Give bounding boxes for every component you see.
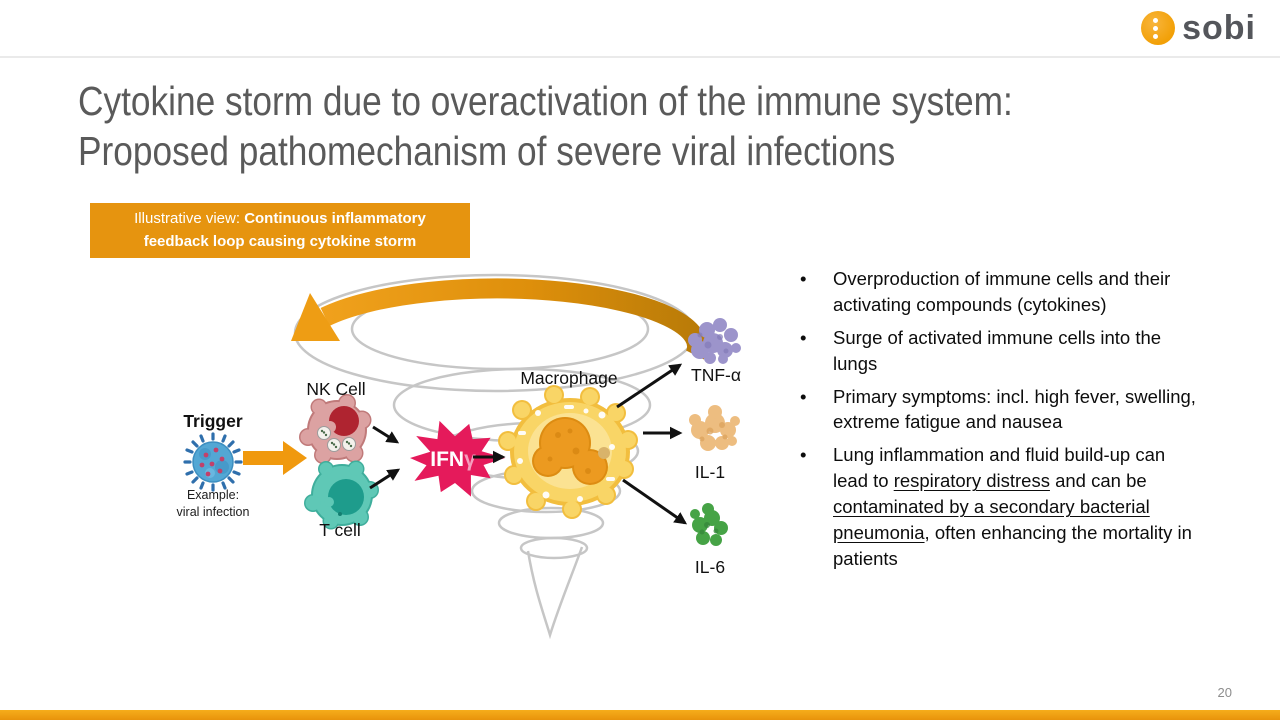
bullet-text: Lung inflammation and fluid build-up can lead to respiratory distress and can be contaminated by a secondary bacterial pneumonia, often enhancing the mortality in patients	[833, 444, 1192, 569]
bullet-marker: •	[800, 326, 807, 348]
page-number: 20	[1217, 685, 1232, 700]
bullet-text: Primary symptoms: incl. high fever, swelling, extreme fatigue and nausea	[833, 385, 1196, 433]
trigger-example-line2: viral infection	[176, 505, 250, 519]
ifn-gamma-label: γ	[464, 448, 476, 471]
nk-cell-label: NK Cell	[306, 379, 366, 399]
cytokine-storm-diagram	[150, 255, 800, 660]
t-cell-label: T cell	[319, 520, 361, 540]
trigger-group	[177, 411, 250, 519]
callout-prefix: Illustrative view:	[134, 210, 245, 228]
diagram-canvas	[150, 255, 800, 655]
virus-icon	[185, 434, 241, 490]
ifn-gamma-burst	[410, 421, 505, 497]
ifn-label: IFN	[430, 448, 465, 471]
macrophage-label: Macrophage	[520, 368, 618, 388]
arrow-nk-to-ifn	[373, 427, 397, 442]
arrow-tcell-to-ifn	[370, 470, 398, 488]
arrow-macrophage-to-il6	[623, 480, 685, 523]
sobi-logo-icon	[1141, 11, 1175, 45]
nk-cell	[299, 379, 372, 464]
bullet-list	[800, 266, 1202, 579]
sobi-logo-text: sobi	[1182, 9, 1256, 47]
il-1-molecule	[689, 405, 740, 482]
bullet-item	[800, 325, 1202, 377]
bullet-item	[800, 442, 1202, 571]
bullet-item	[800, 384, 1202, 436]
tnf-alpha-label: TNF-α	[691, 365, 741, 385]
callout-bold-text: Continuous inflammatory feedback loop causing cytokine storm	[143, 210, 426, 250]
trigger-arrow	[243, 441, 307, 475]
bullet-marker: •	[800, 444, 807, 466]
bullet-marker: •	[800, 268, 807, 289]
trigger-label: Trigger	[183, 411, 243, 431]
trigger-example-line1: Example:	[186, 488, 240, 502]
slide-title-line2: Proposed pathomechanism of severe viral infections	[78, 128, 896, 175]
slide-title-line1: Cytokine storm due to overactivation of the immune system:	[78, 78, 1013, 124]
bullet-marker: •	[800, 385, 807, 407]
t-cell	[304, 461, 379, 541]
bullet-text: Overproduction of immune cells and their activating compounds (cytokines)	[833, 268, 1171, 315]
il-1-label: IL-1	[694, 462, 726, 482]
sobi-logo	[1141, 9, 1256, 47]
il-6-label: IL-6	[694, 557, 726, 577]
bullet-text: Surge of activated immune cells into the lungs	[833, 326, 1162, 374]
bullet-item	[800, 266, 1202, 318]
svg-text:IFNγ	[430, 448, 476, 471]
bottom-accent-bar	[0, 710, 1280, 720]
il-6-molecule	[690, 503, 728, 577]
slide-title	[78, 76, 1187, 176]
header-divider	[0, 56, 1280, 58]
illustrative-view-callout	[90, 203, 470, 258]
